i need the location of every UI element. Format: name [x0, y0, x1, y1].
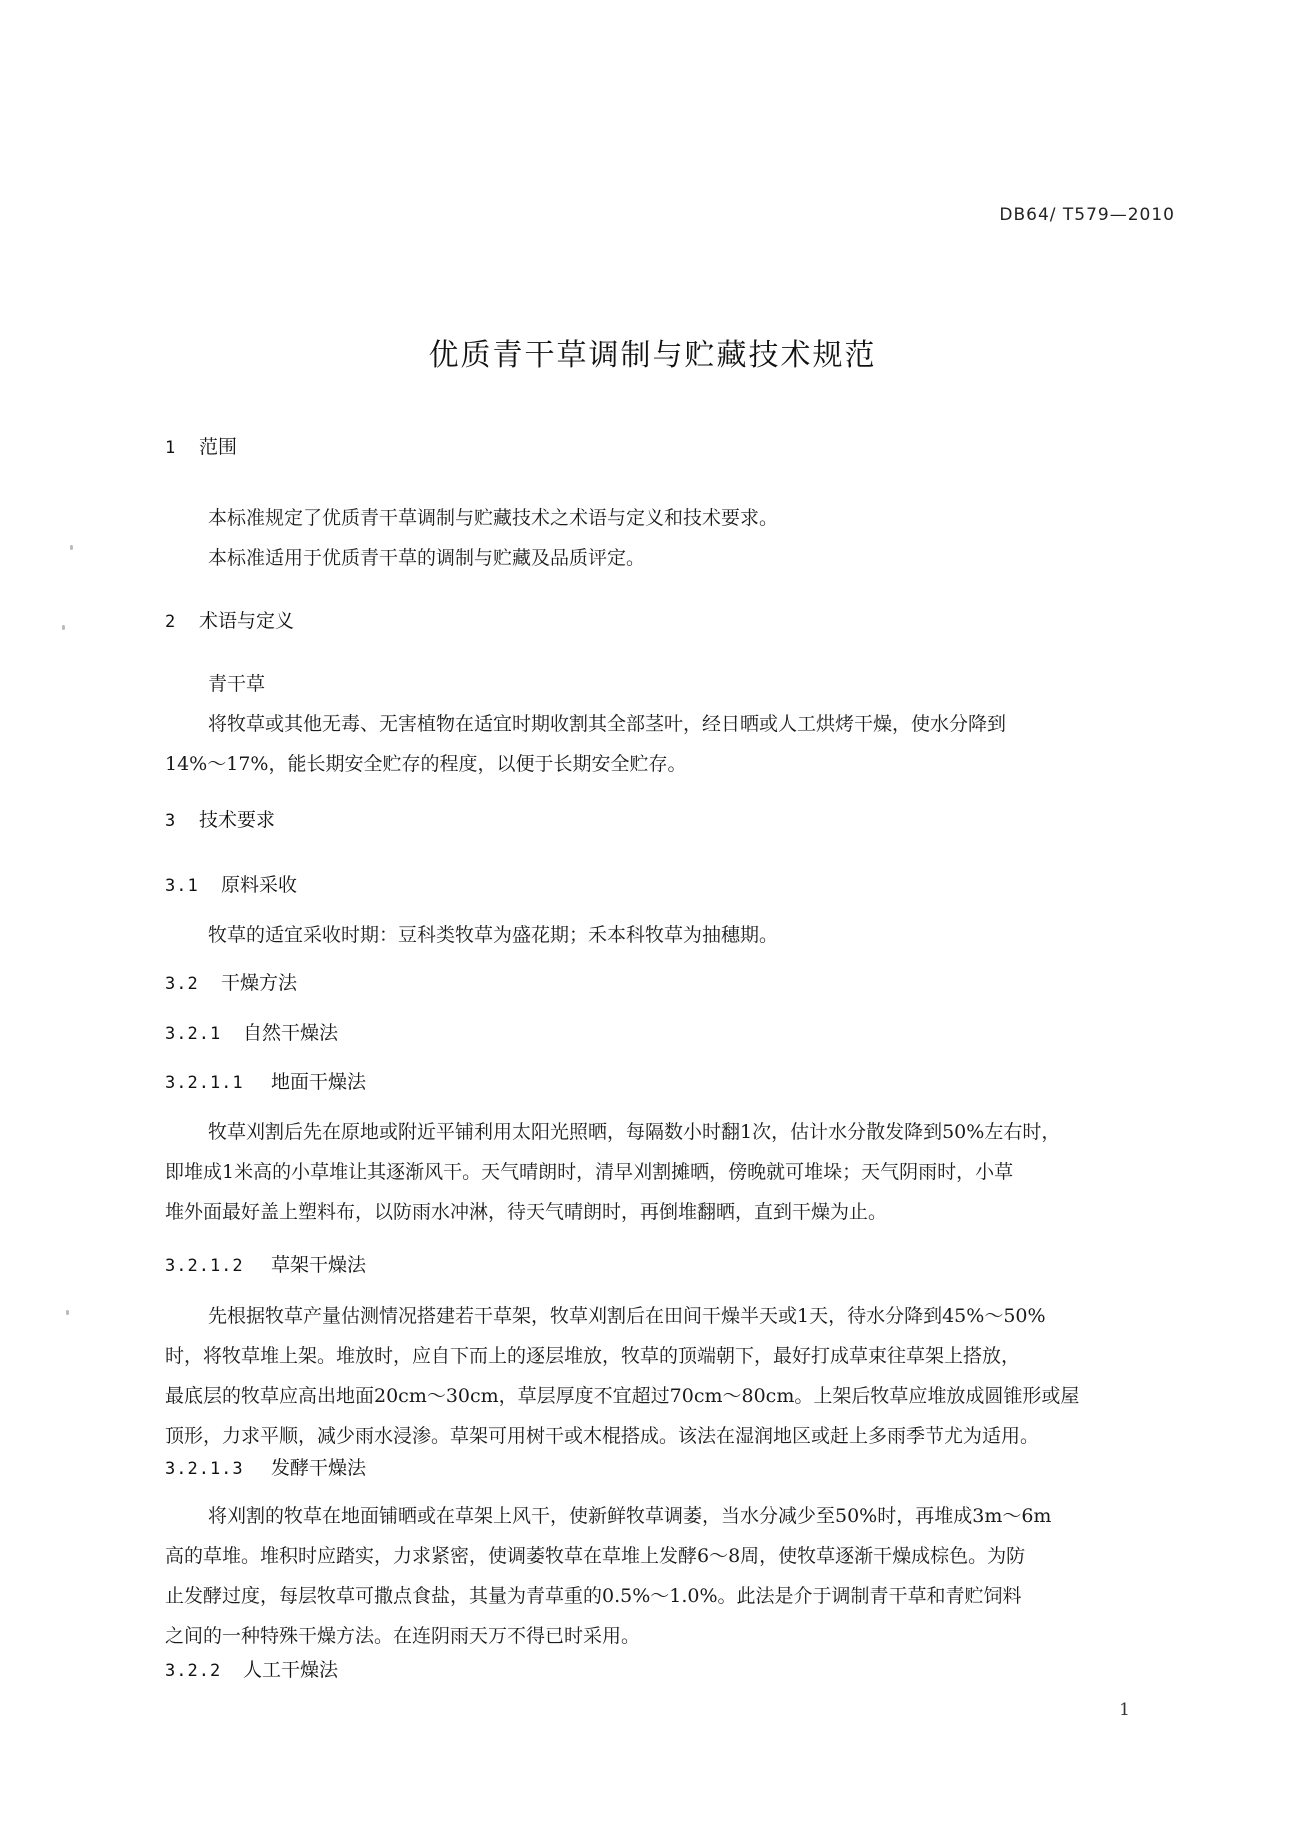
heading-text: 自然干燥法	[243, 1022, 339, 1044]
rack-drying-paragraph	[165, 1296, 1175, 1456]
heading-fermentation-drying	[165, 1453, 366, 1480]
paragraph-line: 最底层的牧草应高出地面20cm～30cm，草层厚度不宜超过70cm～80cm。上架后牧草应堆放成圆锥形或屋	[165, 1385, 1080, 1407]
heading-text: 范围	[199, 436, 238, 458]
paragraph-line: 牧草的适宜采收时期：豆科类牧草为盛花期；禾本科牧草为抽穗期。	[208, 924, 779, 946]
paragraph-line: 之间的一种特殊干燥方法。在连阴雨天万不得已时采用。	[165, 1625, 641, 1647]
heading-drying-methods	[165, 968, 297, 995]
paragraph-line: 本标准规定了优质青干草调制与贮藏技术之术语与定义和技术要求。	[208, 507, 779, 529]
standard-code: DB64/ T579—2010	[999, 205, 1175, 225]
heading-terms	[165, 606, 294, 633]
heading-number: 3.2.1	[165, 1024, 222, 1044]
heading-number: 3.2.1.2	[165, 1256, 244, 1276]
scope-paragraph	[165, 498, 1175, 578]
scan-speck	[70, 545, 73, 550]
terms-paragraph	[165, 664, 1175, 784]
document-title: 优质青干草调制与贮藏技术规范	[428, 338, 877, 373]
paragraph-line: 即堆成1米高的小草堆让其逐渐风干。天气晴朗时，清早刈割摊晒，傍晚就可堆垛；天气阴雨时，小草	[165, 1161, 1014, 1183]
paragraph-line: 高的草堆。堆积时应踏实，力求紧密，使调萎牧草在草堆上发酵6～8周，使牧草逐渐干燥成棕色。为防	[165, 1545, 1026, 1567]
heading-scope	[165, 432, 237, 459]
heading-artificial-drying	[165, 1655, 338, 1682]
heading-number: 2	[165, 612, 177, 632]
heading-number: 1	[165, 438, 177, 458]
heading-text: 草架干燥法	[271, 1254, 367, 1276]
raw-material-paragraph	[165, 915, 1175, 955]
heading-ground-drying	[165, 1067, 366, 1094]
heading-number: 3	[165, 811, 177, 831]
heading-natural-drying	[165, 1018, 338, 1045]
heading-text: 术语与定义	[199, 610, 295, 632]
paragraph-line: 本标准适用于优质青干草的调制与贮藏及品质评定。	[208, 547, 646, 569]
term-name: 青干草	[208, 673, 266, 695]
paragraph-line: 将刈割的牧草在地面铺晒或在草架上风干，使新鲜牧草调萎，当水分减少至50%时，再堆成3m～6m	[208, 1505, 1052, 1527]
fermentation-drying-paragraph	[165, 1496, 1175, 1656]
paragraph-line: 先根据牧草产量估测情况搭建若干草架，牧草刈割后在田间干燥半天或1天，待水分降到45%～50%	[208, 1305, 1046, 1327]
scan-speck	[66, 1310, 69, 1315]
heading-number: 3.1	[165, 876, 199, 896]
heading-text: 地面干燥法	[271, 1071, 367, 1093]
scan-speck	[62, 625, 65, 630]
paragraph-line: 堆外面最好盖上塑料布，以防雨水冲淋，待天气晴朗时，再倒堆翻晒，直到干燥为止。	[165, 1201, 888, 1223]
heading-number: 3.2.1.1	[165, 1073, 244, 1093]
heading-rack-drying	[165, 1250, 366, 1277]
heading-number: 3.2.2	[165, 1661, 222, 1681]
heading-text: 发酵干燥法	[271, 1457, 367, 1479]
page-number: 1	[1119, 1700, 1130, 1720]
ground-drying-paragraph	[165, 1112, 1175, 1232]
paragraph-line: 时，将牧草堆上架。堆放时，应自下而上的逐层堆放，牧草的顶端朝下，最好打成草束往草架上搭放，	[165, 1345, 1021, 1367]
heading-technical-requirements	[165, 805, 275, 832]
paragraph-line: 14%～17%，能长期安全贮存的程度，以便于长期安全贮存。	[165, 753, 687, 775]
heading-text: 干燥方法	[221, 972, 298, 994]
heading-number: 3.2	[165, 974, 199, 994]
heading-raw-material	[165, 870, 297, 897]
heading-text: 人工干燥法	[243, 1659, 339, 1681]
paragraph-line: 顶形，力求平顺，减少雨水浸渗。草架可用树干或木棍搭成。该法在湿润地区或赶上多雨季节尤为适用。	[165, 1425, 1040, 1447]
heading-text: 技术要求	[199, 809, 276, 831]
paragraph-line: 牧草刈割后先在原地或附近平铺利用太阳光照晒，每隔数小时翻1次，估计水分散发降到50%左右时，	[208, 1121, 1061, 1143]
heading-number: 3.2.1.3	[165, 1459, 244, 1479]
paragraph-line: 将牧草或其他无毒、无害植物在适宜时期收割其全部茎叶，经日晒或人工烘烤干燥，使水分降到	[208, 713, 1007, 735]
heading-text: 原料采收	[221, 874, 298, 896]
paragraph-line: 止发酵过度，每层牧草可撒点食盐，其量为青草重的0.5%～1.0%。此法是介于调制青干草和青贮饲料	[165, 1585, 1022, 1607]
